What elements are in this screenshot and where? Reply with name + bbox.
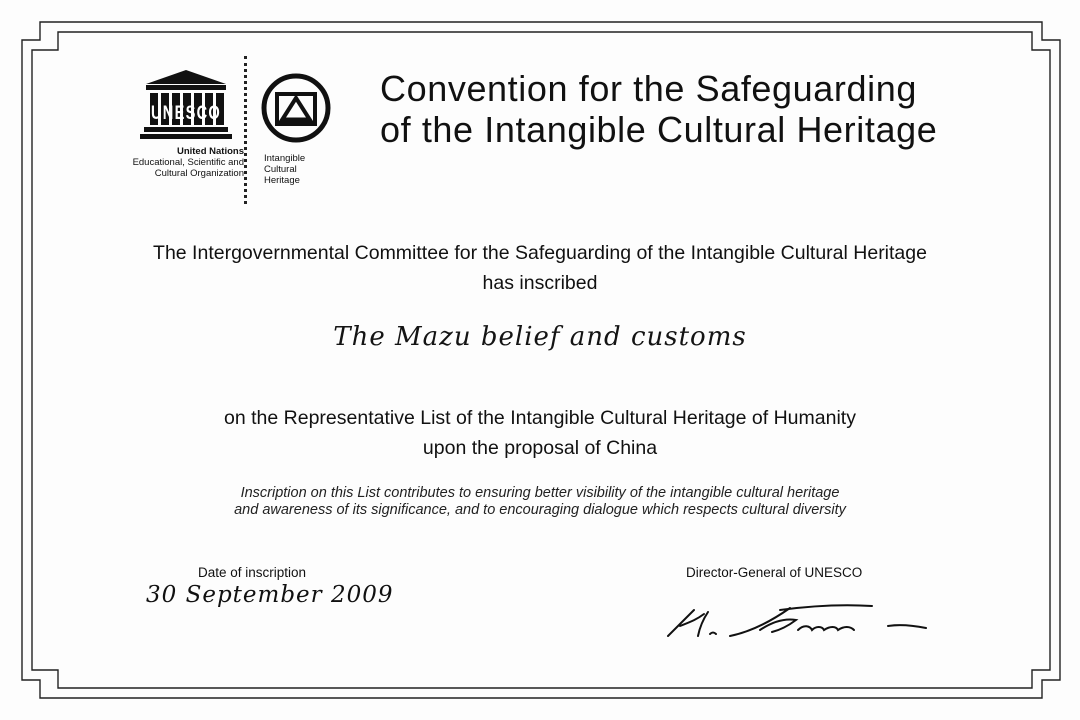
- unesco-logo-block: [84, 68, 244, 179]
- handwritten-signature-icon: [660, 596, 930, 646]
- inscription-note-line: and awareness of its significance, and to encouraging dialogue which respects cultural diversity: [234, 502, 846, 518]
- convention-title-line: Convention for the Safeguarding: [380, 68, 917, 109]
- representative-list-line: on the Representative List of the Intangible Cultural Heritage of Humanity: [224, 407, 856, 429]
- director-general-label: Director-General of UNESCO: [686, 565, 863, 580]
- unesco-caption: [84, 146, 244, 179]
- inscription-note-line: Inscription on this List contributes to ensuring better visibility of the intangible cultural heritage: [240, 485, 840, 501]
- date-of-inscription-label: Date of inscription: [198, 565, 307, 580]
- committee-line: The Intergovernmental Committee for the Safeguarding of the Intangible Cultural Heritage: [153, 242, 927, 264]
- inscribed-line: has inscribed: [482, 272, 598, 294]
- unesco-caption-line: United Nations: [176, 146, 244, 157]
- inscribed-element-name: The Mazu belief and customs: [333, 322, 747, 352]
- ich-caption: [264, 153, 338, 186]
- ich-logo-block: [258, 72, 338, 186]
- proposal-line: upon the proposal of China: [422, 437, 658, 459]
- logo-divider: [244, 56, 247, 204]
- unesco-wordmark: UNESCO: [151, 103, 221, 124]
- convention-title: [380, 68, 1030, 150]
- ich-caption-line: Heritage: [264, 175, 300, 186]
- unesco-caption-line: Cultural Organization: [154, 168, 244, 179]
- ich-caption-line: Intangible: [264, 153, 306, 164]
- convention-title-line: of the Intangible Cultural Heritage: [380, 109, 938, 150]
- unesco-temple-logo-icon: [140, 68, 232, 140]
- date-of-inscription-value: 30 September 2009: [146, 582, 394, 608]
- ich-caption-line: Cultural: [264, 164, 297, 175]
- intangible-heritage-emblem-icon: [258, 72, 334, 142]
- unesco-caption-line: Educational, Scientific and: [132, 157, 244, 168]
